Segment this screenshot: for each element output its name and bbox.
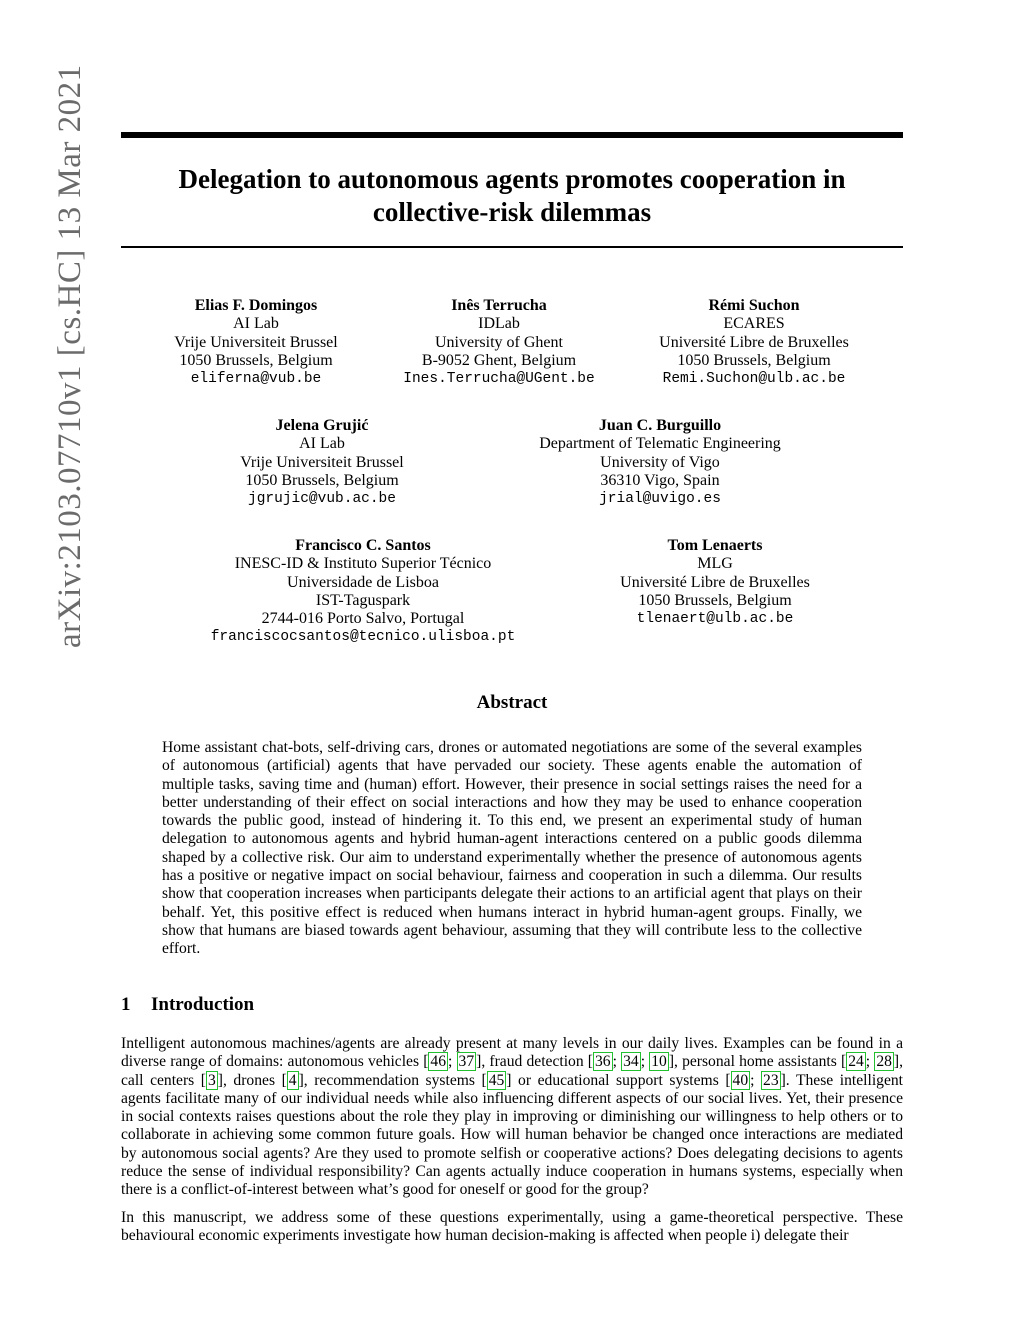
citation-link[interactable]: 28 — [876, 1053, 892, 1071]
author-affiliation: IDLab — [478, 315, 520, 333]
citation-link[interactable]: 4 — [288, 1071, 297, 1089]
section-heading — [121, 994, 254, 1016]
author-affiliation: 1050 Brussels, Belgium — [638, 591, 792, 609]
citation-link[interactable]: 3 — [207, 1071, 216, 1089]
author-block — [174, 297, 337, 388]
author-affiliation: INESC-ID & Instituto Superior Técnico — [234, 555, 492, 573]
author-affiliation: MLG — [697, 555, 733, 573]
citation-link[interactable]: 34 — [623, 1053, 639, 1071]
author-affiliation: University of Ghent — [435, 333, 563, 351]
author-name: Rémi Suchon — [708, 297, 800, 314]
author-affiliation: Université Libre de Bruxelles — [659, 333, 849, 351]
author-affiliation: IST-Taguspark — [315, 591, 411, 609]
author-affiliation: AI Lab — [299, 435, 345, 453]
author-affiliation: 1050 Brussels, Belgium — [179, 351, 333, 369]
author-affiliation: ECARES — [723, 315, 785, 333]
author-block — [211, 537, 516, 647]
title-top-rule — [121, 132, 903, 138]
author-name: Elias F. Domingos — [194, 297, 318, 314]
author-affiliation: 1050 Brussels, Belgium — [245, 471, 399, 489]
citation-link[interactable]: 37 — [458, 1053, 475, 1071]
text-run: ], recommendation systems [ — [298, 1071, 487, 1089]
text-run: ; — [750, 1071, 762, 1089]
author-block — [403, 297, 594, 388]
author-block — [620, 537, 810, 628]
author-block — [539, 417, 781, 508]
text-run: ; — [865, 1053, 875, 1071]
author-affiliation: 2744-016 Porto Salvo, Portugal — [261, 610, 465, 628]
paper-title: Delegation to autonomous agents promotes cooperation in collective-risk dilemmas — [178, 164, 846, 227]
abstract-heading: Abstract — [476, 692, 548, 713]
citation-link[interactable]: 40 — [732, 1071, 749, 1089]
citation-link[interactable]: 45 — [488, 1071, 505, 1089]
abstract-text: Home assistant chat-bots, self-driving cars, drones or automated negotiations are some of the several examples of autonomous (artificial) agents that have pervaded our society. These agents enable the automation of multiple tasks, saving time and (human) effort. However, their presence in social settings raises the need for a better understanding of their effect on social interactions and how they may be used to enhance cooperation towards the public good, instead of hindering it. To this end, we present an experimental study of human delegation to autonomous agents and hybrid human-agent interactions centered on a public goods dilemma shaped by a collective risk. Our aim to understand experimentally whether the presence of autonomous agents has a positive or negative impact on social behaviour, fairness and cooperation in such a dilemma. Our results show that cooperation increases when participants delegate their actions to an artificial agent that plays on their behalf. Yet, this positive effect is reduced when humans interact in hybrid human-agent groups. Finally, we show that humans are biased towards agent behaviour, assuming that they will contribute less to the collective effort. — [162, 739, 862, 958]
author-email[interactable]: Remi.Suchon@ulb.ac.be — [662, 371, 846, 388]
text-run: ; — [448, 1053, 457, 1071]
author-affiliation: 1050 Brussels, Belgium — [677, 351, 831, 369]
author-block — [659, 297, 849, 388]
citation-link[interactable]: 10 — [651, 1053, 667, 1071]
text-run: ], fraud detection [ — [476, 1053, 593, 1071]
text-run: Intelligent autonomous machines/agents are already present at many levels in our daily lives. Examples can be found in a diverse range of domains: autonomous vehicles [ — [121, 1035, 903, 1071]
author-name: Juan C. Burguillo — [598, 417, 722, 434]
author-affiliation: B-9052 Ghent, Belgium — [421, 351, 577, 369]
author-affiliation: Universidade de Lisboa — [287, 573, 439, 591]
author-email[interactable]: jgrujic@vub.ac.be — [248, 491, 396, 508]
author-email[interactable]: tlenaert@ulb.ac.be — [636, 611, 794, 628]
citation-link[interactable]: 24 — [848, 1053, 864, 1071]
author-affiliation: Vrije Universiteit Brussel — [240, 453, 404, 471]
citation-link[interactable]: 23 — [763, 1071, 779, 1089]
author-affiliation: Université Libre de Bruxelles — [620, 573, 810, 591]
intro-paragraph-2: In this manuscript, we address some of these questions experimentally, using a game-theoretical perspective. These behavioural economic experiments investigate how human decision-making is affected when people i) delegate their — [121, 1209, 903, 1245]
author-email[interactable]: Ines.Terrucha@UGent.be — [403, 371, 595, 388]
citation-link[interactable]: 36 — [595, 1053, 611, 1071]
citation-link[interactable]: 46 — [430, 1053, 447, 1071]
author-name: Tom Lenaerts — [667, 537, 763, 554]
text-run: ], personal home assistants [ — [668, 1053, 847, 1071]
text-run: ], drones [ — [217, 1071, 287, 1089]
author-affiliation: University of Vigo — [600, 453, 720, 471]
author-affiliation: Vrije Universiteit Brussel — [174, 333, 338, 351]
text-run: ; — [612, 1053, 622, 1071]
author-email[interactable]: eliferna@vub.be — [190, 371, 322, 388]
text-run: ; — [640, 1053, 650, 1071]
author-name: Jelena Grujić — [275, 417, 369, 434]
author-email[interactable]: franciscocsantos@tecnico.ulisboa.pt — [210, 629, 516, 646]
intro-paragraph-1 — [121, 1035, 903, 1200]
arxiv-side-label: arXiv:2103.07710v1 [cs.HC] 13 Mar 2021 — [52, 64, 88, 648]
section-title: Introduction — [151, 994, 255, 1015]
author-affiliation: 36310 Vigo, Spain — [600, 471, 720, 489]
author-affiliation: AI Lab — [233, 315, 279, 333]
section-number: 1 — [121, 994, 131, 1015]
title-bottom-rule — [121, 246, 903, 248]
text-run: ] or educational support systems [ — [506, 1071, 731, 1089]
text-run: ]. These intelligent agents facilitate many of our individual needs while also influencing different aspects of our social lives. Yet, their presence in social contexts raises questions about the role they play in improving or diminishing our willingness to help others or to collaborate in achieving some common future goals. How will human behavior be changed once interactions are mediated by autonomous social agents? Are they used to promote selfish or cooperative actions? Does delegating decisions to agents reduce the sense of individual responsibility? Can agents actually induce cooperation in humans systems, especially when there is a conflict-of-interest between what’s good for oneself or good for the group? — [121, 1071, 904, 1199]
author-name: Francisco C. Santos — [295, 537, 431, 554]
author-email[interactable]: jrial@uvigo.es — [599, 491, 721, 508]
author-block — [240, 417, 403, 508]
author-name: Inês Terrucha — [451, 297, 547, 314]
text-run: ], call centers [ — [121, 1053, 903, 1089]
author-affiliation: Department of Telematic Engineering — [539, 435, 781, 453]
